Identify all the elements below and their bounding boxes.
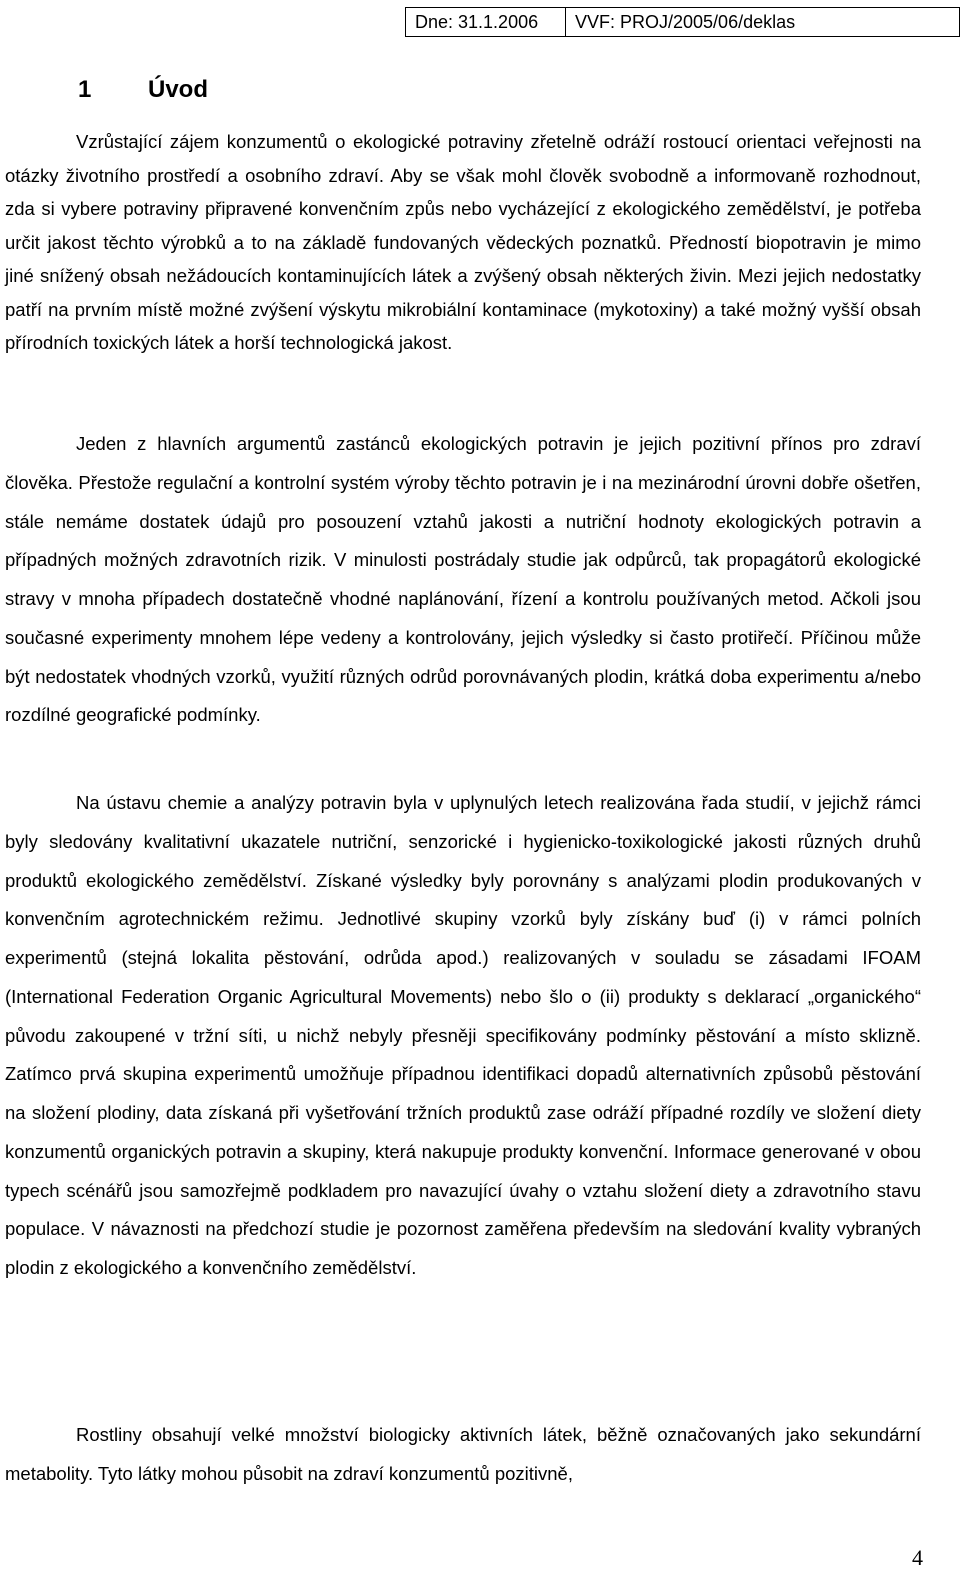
- page-number: 4: [912, 1545, 923, 1570]
- body-paragraph: [5, 784, 921, 1288]
- paragraph-text: Vzrůstající zájem konzumentů o ekologické potraviny zřetelně odráží rostoucí orientaci veřejnosti na otázky životního prostředí a osobního zdraví. Aby se však mohl člověk svobodně a informovaně rozhodnout, zda si vybere potraviny připravené konvenčním způs nebo vycházející z ekologického zemědělství, je potřeba určit jakost těchto výrobků a to na základě fundovaných vědeckých poznatků. Předností biopotravin je mimo jiné snížený obsah nežádoucích kontaminujících látek a zvýšený obsah některých živin. Mezi jejich nedostatky patří na prvním místě možné zvýšení výskytu mikrobiální kontaminace (mykotoxiny) a také možný vyšší obsah přírodních toxických látek a horší technologická jakost.: [5, 131, 921, 353]
- paragraph-text: Na ústavu chemie a analýzy potravin byla v uplynulých letech realizována řada studií, v jejichž rámci byly sledovány kvalitativní ukazatele nutriční, senzorické i hygienicko-toxikologické jakosti různých druhů produktů ekologického zemědělství. Získané výsledky byly porovnány s analýzami plodin produkovaných v konvenčním agrotechnickém režimu. Jednotlivé skupiny vzorků byly získány buď (i) v rámci polních experimentů (stejná lokalita pěstování, odrůda apod.) realizovaných v souladu se zásadami IFOAM (International Federation Organic Agricultural Movements) nebo šlo o (ii) produkty s deklarací „organického“ původu zakoupené v tržní síti, u nichž nebyly přesněji specifikovány podmínky pěstování a místo sklizně. Zatímco prvá skupina experimentů umožňuje případnou identifikaci dopadů alternativních způsobů pěstování na složení plodiny, data získaná při vyšetřování tržních produktů zase odráží případné rozdíly ve složení diety konzumentů organických potravin a skupiny, která nakupuje produkty konvenční. Informace generované v obou typech scénářů jsou samozřejmě podkladem pro navazující úvahy o vztahu složení diety a zdravotního stavu populace. V návaznosti na předchozí studie je pozornost zaměřena především na sledování kvality vybraných plodin z ekologického a konvenčního zemědělství.: [5, 792, 921, 1278]
- document-header: [405, 7, 960, 37]
- section-title: Úvod: [148, 76, 208, 103]
- body-paragraph: [5, 425, 921, 735]
- body-paragraph: [5, 125, 921, 360]
- header-reference: VVF: PROJ/2005/06/deklas: [566, 7, 960, 37]
- section-heading: [78, 76, 208, 104]
- section-number: 1: [78, 76, 92, 103]
- header-date: Dne: 31.1.2006: [405, 7, 566, 37]
- paragraph-text: Rostliny obsahují velké množství biologicky aktivních látek, běžně označovaných jako sekundární metabolity. Tyto látky mohou působit na zdraví konzumentů pozitivně,: [5, 1424, 921, 1484]
- body-paragraph: [5, 1416, 921, 1493]
- paragraph-text: Jeden z hlavních argumentů zastánců ekologických potravin je jejich pozitivní přínos pro zdraví člověka. Přestože regulační a kontrolní systém výroby těchto potravin je i na mezinárodní úrovni dobře ošetřen, stále nemáme dostatek údajů pro posouzení vztahů jakosti a nutriční hodnoty ekologických potravin a případných možných zdravotních rizik. V minulosti postrádaly studie jak odpůrců, tak propagátorů ekologické stravy v mnoha případech dostatečně vhodné naplánování, řízení a kontrolu používaných metod. Ačkoli jsou současné experimenty mnohem lépe vedeny a kontrolovány, jejich výsledky si často protiřečí. Příčinou může být nedostatek vhodných vzorků, využití různých odrůd porovnávaných plodin, krátká doba experimentu a/nebo rozdílné geografické podmínky.: [5, 433, 921, 726]
